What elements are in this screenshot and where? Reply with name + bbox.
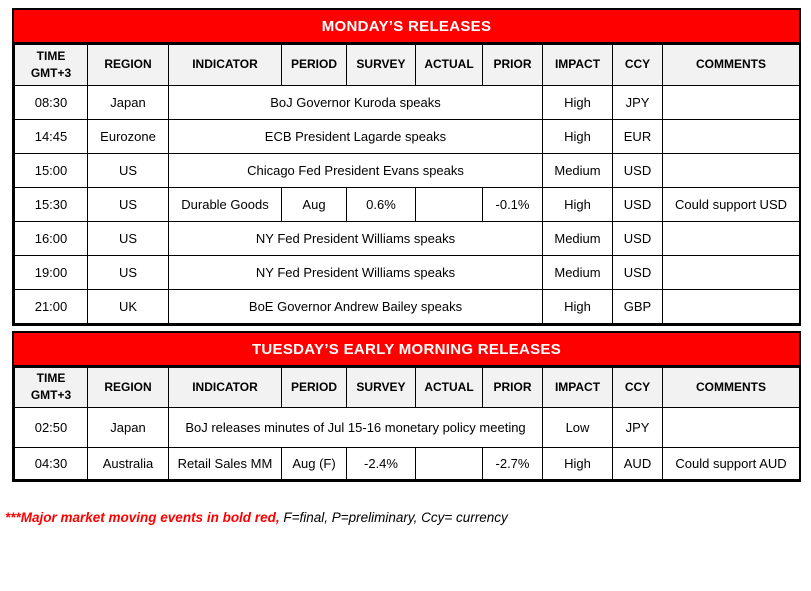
event-cell: ECB President Lagarde speaks bbox=[169, 120, 543, 154]
col-header-impact: IMPACT bbox=[543, 45, 613, 86]
region-cell: US bbox=[88, 256, 169, 290]
impact-cell: Medium bbox=[543, 222, 613, 256]
ccy-cell: AUD bbox=[613, 447, 663, 479]
period-cell: Aug bbox=[282, 188, 347, 222]
impact-cell: High bbox=[543, 447, 613, 479]
event-cell: BoE Governor Andrew Bailey speaks bbox=[169, 290, 543, 324]
col-header-survey: SURVEY bbox=[347, 368, 416, 408]
event-cell: BoJ Governor Kuroda speaks bbox=[169, 86, 543, 120]
release-row bbox=[15, 188, 800, 222]
col-header-time bbox=[15, 45, 88, 86]
ccy-cell: USD bbox=[613, 222, 663, 256]
header-row bbox=[15, 45, 800, 86]
impact-cell: High bbox=[543, 188, 613, 222]
actual-cell bbox=[416, 447, 483, 479]
comments-cell: Could support AUD bbox=[663, 447, 800, 479]
tuesday-releases-table bbox=[12, 331, 801, 482]
impact-cell: Medium bbox=[543, 154, 613, 188]
impact-cell: High bbox=[543, 120, 613, 154]
region-cell: Japan bbox=[88, 407, 169, 447]
time-label: TIME bbox=[36, 371, 66, 385]
timezone-label: GMT+3 bbox=[30, 66, 72, 80]
col-header-indicator: INDICATOR bbox=[169, 368, 282, 408]
time-label: TIME bbox=[36, 48, 66, 63]
tuesday-banner: TUESDAY’S EARLY MORNING RELEASES bbox=[14, 333, 799, 367]
impact-cell: High bbox=[543, 290, 613, 324]
ccy-cell: USD bbox=[613, 256, 663, 290]
impact-cell: High bbox=[543, 86, 613, 120]
time-cell: 19:00 bbox=[15, 256, 88, 290]
col-header-ccy: CCY bbox=[613, 45, 663, 86]
footnote-red-text: ***Major market moving events in bold red, bbox=[5, 509, 280, 525]
release-row bbox=[15, 256, 800, 290]
col-header-actual: ACTUAL bbox=[416, 45, 483, 86]
region-cell: US bbox=[88, 154, 169, 188]
header-row bbox=[15, 368, 800, 408]
region-cell: Eurozone bbox=[88, 120, 169, 154]
col-header-time bbox=[15, 368, 88, 408]
event-cell: BoJ releases minutes of Jul 15-16 monetary policy meeting bbox=[169, 407, 543, 447]
release-row bbox=[15, 86, 800, 120]
ccy-cell: USD bbox=[613, 188, 663, 222]
comments-cell bbox=[663, 86, 800, 120]
ccy-cell: JPY bbox=[613, 86, 663, 120]
indicator-cell: Durable Goods bbox=[169, 188, 282, 222]
time-cell: 14:45 bbox=[15, 120, 88, 154]
time-cell: 16:00 bbox=[15, 222, 88, 256]
survey-cell: -2.4% bbox=[347, 447, 416, 479]
comments-cell bbox=[663, 256, 800, 290]
region-cell: Australia bbox=[88, 447, 169, 479]
col-header-region: REGION bbox=[88, 45, 169, 86]
time-cell: 08:30 bbox=[15, 86, 88, 120]
time-cell: 04:30 bbox=[15, 447, 88, 479]
region-cell: US bbox=[88, 222, 169, 256]
col-header-prior: PRIOR bbox=[483, 45, 543, 86]
comments-cell bbox=[663, 154, 800, 188]
ccy-cell: USD bbox=[613, 154, 663, 188]
event-cell: Chicago Fed President Evans speaks bbox=[169, 154, 543, 188]
col-header-ccy: CCY bbox=[613, 368, 663, 408]
ccy-cell: GBP bbox=[613, 290, 663, 324]
col-header-comments: COMMENTS bbox=[663, 45, 800, 86]
impact-cell: Low bbox=[543, 407, 613, 447]
region-cell: Japan bbox=[88, 86, 169, 120]
col-header-region: REGION bbox=[88, 368, 169, 408]
col-header-indicator: INDICATOR bbox=[169, 45, 282, 86]
impact-cell: Medium bbox=[543, 256, 613, 290]
footnote-legend-text: F=final, P=preliminary, Ccy= currency bbox=[279, 509, 508, 525]
time-cell: 15:00 bbox=[15, 154, 88, 188]
period-cell: Aug (F) bbox=[282, 447, 347, 479]
release-row bbox=[15, 407, 800, 447]
release-row bbox=[15, 154, 800, 188]
release-row bbox=[15, 222, 800, 256]
time-cell: 15:30 bbox=[15, 188, 88, 222]
col-header-period: PERIOD bbox=[282, 45, 347, 86]
monday-banner: MONDAY’S RELEASES bbox=[14, 10, 799, 44]
comments-cell: Could support USD bbox=[663, 188, 800, 222]
release-row bbox=[15, 120, 800, 154]
comments-cell bbox=[663, 222, 800, 256]
monday-grid bbox=[14, 44, 800, 324]
time-cell: 02:50 bbox=[15, 407, 88, 447]
event-cell: NY Fed President Williams speaks bbox=[169, 222, 543, 256]
comments-cell bbox=[663, 290, 800, 324]
event-cell: NY Fed President Williams speaks bbox=[169, 256, 543, 290]
prior-cell: -0.1% bbox=[483, 188, 543, 222]
release-row bbox=[15, 447, 800, 479]
release-row bbox=[15, 290, 800, 324]
col-header-prior: PRIOR bbox=[483, 368, 543, 408]
col-header-period: PERIOD bbox=[282, 368, 347, 408]
ccy-cell: JPY bbox=[613, 407, 663, 447]
comments-cell bbox=[663, 407, 800, 447]
col-header-actual: ACTUAL bbox=[416, 368, 483, 408]
col-header-survey: SURVEY bbox=[347, 45, 416, 86]
monday-releases-table bbox=[12, 8, 801, 326]
ccy-cell: EUR bbox=[613, 120, 663, 154]
region-cell: US bbox=[88, 188, 169, 222]
actual-cell bbox=[416, 188, 483, 222]
comments-cell bbox=[663, 120, 800, 154]
tuesday-grid bbox=[14, 367, 800, 480]
col-header-comments: COMMENTS bbox=[663, 368, 800, 408]
economic-calendar-page bbox=[0, 8, 811, 591]
time-cell: 21:00 bbox=[15, 290, 88, 324]
footnote bbox=[5, 510, 811, 525]
timezone-label: GMT+3 bbox=[30, 388, 72, 403]
prior-cell: -2.7% bbox=[483, 447, 543, 479]
indicator-cell: Retail Sales MM bbox=[169, 447, 282, 479]
col-header-impact: IMPACT bbox=[543, 368, 613, 408]
survey-cell: 0.6% bbox=[347, 188, 416, 222]
region-cell: UK bbox=[88, 290, 169, 324]
